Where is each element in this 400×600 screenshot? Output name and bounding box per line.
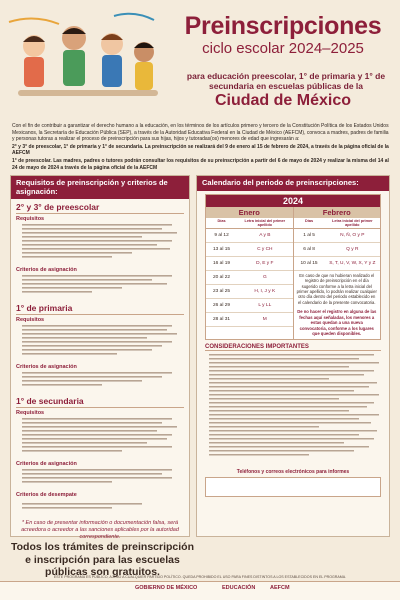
criteria-text-lines [16,467,184,485]
calendar-row [294,243,381,257]
letter-cell: N, Ñ, O y P [340,232,365,238]
column-header-letter: Letra inicial del primer apellido [244,218,286,227]
days-cell: 9 al 12 [214,232,229,238]
days-cell: 16 al 19 [213,260,231,266]
false-info-warning: * En caso de presentar información o documentación falsa, será acreedora o acreedor a las sanciones aplicables por la autoridad correspondiente. [21,520,179,540]
calendar-row [294,229,381,243]
subsection-label: Criterios de asignación [16,461,77,468]
letter-cell: M [262,316,267,322]
calendar-table [205,194,381,340]
days-cell: 26 al 29 [213,302,231,308]
calendar-row [294,257,381,271]
letter-cell: Q y R [346,246,359,252]
footer-logos [0,581,400,600]
subsection-label: Requisitos [16,410,45,417]
calendar-panel [196,175,390,537]
page-subtitle: ciclo escolar 2024–2025 [202,40,364,57]
requirements-panel [10,175,190,540]
considerations-text-lines [197,351,387,461]
month-enero [206,207,294,339]
section-title: 1° de secundaria [16,396,184,408]
free-notice: Todos los trámites de preinscripción e inscripción para las escuelas públicas son gratuitos. [10,541,194,579]
intro-bullet-2: 1° de preescolar. Las madres, padres o tutores podrán consultar los requisitos de su preinscripción a partir del 6 de mayo de 2024 y realizar la misma del 14 al 24 de mayo de 2024 a través de la página oficial de la AEFCM [12,158,389,171]
calendar-note-bold [294,307,381,338]
requirements-text-lines [16,323,184,357]
gobierno-mexico-logo: GOBIERNO DE MÉXICO [135,585,198,591]
educacion-logo: EDUCACIÓN [222,585,256,591]
page-title: Preinscripciones [184,12,382,40]
subsection-label: Requisitos [16,317,45,324]
criteria-text-lines [16,370,184,388]
section-secundaria [11,393,189,516]
calendar-row [206,229,293,243]
month-title: Febrero [294,207,381,218]
criteria-text-lines [16,273,184,295]
days-cell: 23 al 25 [213,288,231,294]
month-febrero [294,207,381,339]
section-preescolar [11,199,189,300]
days-cell: 10 al 15 [300,260,318,266]
tiebreak-text-lines [16,501,184,511]
column-header-days: Días [217,218,226,223]
days-cell: 13 al 15 [213,246,231,252]
calendar-note: En caso de que no hubieran realizado el registro de preinscripción en el día sugerido conforme a la letra inicial del primer apellido, lo podrán realizar cualquier otro día dentro del periodo establecido en el calendario de la presente convocatoria. [296,272,377,305]
days-cell: 20 al 22 [213,274,231,280]
letter-cell: H, I, J y K [254,288,276,294]
section-title: 2° y 3° de preescolar [16,202,184,214]
calendar-row [206,257,293,271]
hero-banner [0,0,400,120]
calendar-row [206,271,293,285]
calendar-row [206,313,293,327]
calendar-row [206,285,293,299]
contact-heading: Teléfonos y correos electrónicos para informes [236,468,350,475]
intro-bullet-1: 2° y 3° de preescolar, 1° de primaria y 1° de secundaria. La preinscripción se realizará del 9 de enero al 15 de febrero de 2024, a través de la página oficial de la AEFCM [12,143,389,157]
city-name: Ciudad de México [214,92,352,109]
requirements-text-lines [16,222,184,260]
calendar-year: 2024 [206,195,380,207]
letter-cell: C y CH [257,246,273,252]
calendar-row [206,243,293,257]
subsection-label: Criterios de desempate [16,492,77,499]
month-title: Enero [206,207,293,218]
subsection-label: Requisitos [16,216,45,223]
days-cell: 6 al 8 [303,246,315,252]
considerations-heading: CONSIDERACIONES IMPORTANTES [205,344,381,351]
subsection-label: Criterios de asignación [16,267,77,274]
days-cell: 1 al 5 [303,232,315,238]
subsection-label: Criterios de asignación [16,364,77,371]
letter-cell: A y B [259,232,271,238]
children-illustration [4,4,164,114]
section-primaria [11,300,189,393]
calendar-heading: Calendario del periodo de preinscripciones: [197,176,389,191]
lead-text: para educación preescolar, 1° de primaria y 1° de secundaria en escuelas públicas de la [186,71,386,91]
calendar-note-text: De no hacer el registro en alguna de las fechas aquí señaladas, los menores a estas quedan a una nueva convocatoria, conforme a los lugares que queden disponibles. [297,309,377,337]
letter-cell: G [262,274,267,280]
days-cell: 28 al 31 [213,316,231,322]
letter-cell: S, T, U, V, W, X, Y y Z [329,260,376,266]
requirements-heading: Requisitos de preinscripción y criterios de asignación: [11,176,189,199]
contact-table [205,477,381,497]
calendar-row [206,299,293,313]
section-title: 1° de primaria [16,303,184,315]
legal-disclaimer: ESTE PROGRAMA ES PÚBLICO, AJENO A CUALQUIER PARTIDO POLÍTICO. QUEDA PROHIBIDO EL USO PARA FINES DISTINTOS A LOS ESTABLECIDOS EN EL PROGRAMA. [53,575,347,579]
intro-paragraph: Con el fin de contribuir a garantizar el derecho humano a la educación, en los términos de los artículos primero y tercero de la Constitución Política de los Estados Unidos Mexicanos, la Secretaría de Educación Pública (SEP), a través de la Autoridad Educativa Federal en la Ciudad de México (AEFCM), convoca a madres, padres de familia y personas tutoras a realizar el proceso de preinscripción para sus hijas, hijos y tutoradas(os) menores de edad que ingresarán a: [12,123,389,142]
letter-cell: D, E y F [256,260,274,266]
requirements-text-lines [16,416,184,454]
aefcm-logo: AEFCM [270,585,290,591]
column-header-days: Días [305,218,314,223]
letter-cell: L y LL [258,302,272,308]
column-header-letter: Letra inicial del primer apellido [332,218,373,227]
intro-text [12,123,390,173]
